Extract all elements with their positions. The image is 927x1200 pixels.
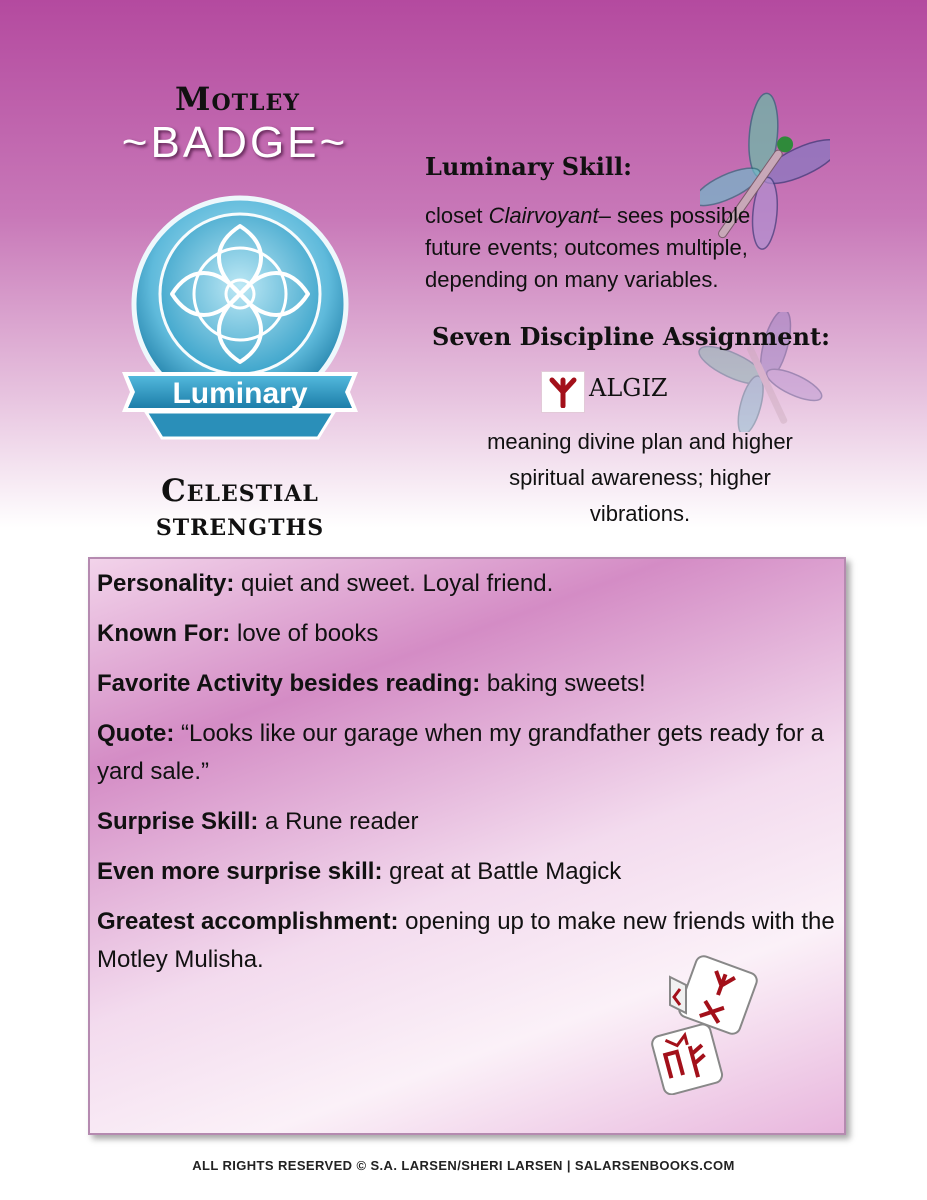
profile-label: Favorite Activity besides reading: — [97, 670, 481, 697]
profile-label: Even more surprise skill: — [97, 858, 383, 885]
header-badge-title: ~BADGE~ — [121, 118, 349, 167]
meaning-line2: spiritual awareness; higher — [509, 465, 771, 490]
algiz-rune-icon — [541, 371, 585, 413]
footer-copyright: ALL RIGHTS RESERVED © S.A. LARSEN/SHERI LARSEN | SALARSENBOOKS.COM — [192, 1158, 735, 1173]
profile-label: Personality: — [97, 570, 235, 597]
profile-label: Greatest accomplishment: — [97, 908, 399, 935]
profile-list — [97, 565, 837, 991]
profile-value: a Rune reader — [258, 808, 419, 835]
profile-row — [97, 803, 837, 841]
profile-value: opening up to make new friends with the Motley Mulisha. — [97, 908, 835, 973]
rune-meaning — [430, 424, 850, 532]
badge-label: Luminary — [172, 377, 308, 410]
profile-value: great at Battle Magick — [382, 858, 622, 885]
strengths-line1: Celestial — [161, 473, 319, 509]
profile-label: Surprise Skill: — [97, 808, 259, 835]
luminary-skill-text — [425, 200, 845, 296]
skill-prefix: closet — [425, 203, 489, 228]
header-motley: Motley — [175, 80, 300, 118]
rune-name: ALGIZ — [589, 374, 668, 402]
profile-row — [97, 615, 837, 653]
profile-value: love of books — [230, 620, 379, 647]
skill-emphasis: Clairvoyant — [488, 203, 599, 228]
profile-row — [97, 853, 837, 891]
strengths-line2: strengths — [155, 507, 325, 543]
profile-value: quiet and sweet. Loyal friend. — [234, 570, 554, 597]
luminary-skill-heading: Luminary Skill: — [425, 152, 632, 181]
meaning-line1: meaning divine plan and higher — [487, 429, 793, 454]
profile-row — [97, 565, 837, 603]
skill-line1-rest: – sees possible — [598, 203, 751, 228]
profile-value: “Looks like our garage when my grandfather gets ready for a yard sale.” — [97, 720, 825, 785]
profile-row — [97, 715, 837, 791]
meaning-line3: vibrations. — [589, 501, 691, 526]
profile-label: Known For: — [97, 620, 231, 647]
profile-label: Quote: — [97, 720, 175, 747]
celestial-strengths — [110, 474, 370, 542]
discipline-heading: Seven Discipline Assignment: — [432, 322, 830, 351]
luminary-badge — [118, 192, 362, 456]
skill-line2: future events; outcomes multiple, — [425, 235, 748, 260]
profile-value: baking sweets! — [480, 670, 646, 697]
profile-row — [97, 665, 837, 703]
skill-line3: depending on many variables. — [425, 267, 719, 292]
rune-dice-icon — [648, 955, 768, 1095]
